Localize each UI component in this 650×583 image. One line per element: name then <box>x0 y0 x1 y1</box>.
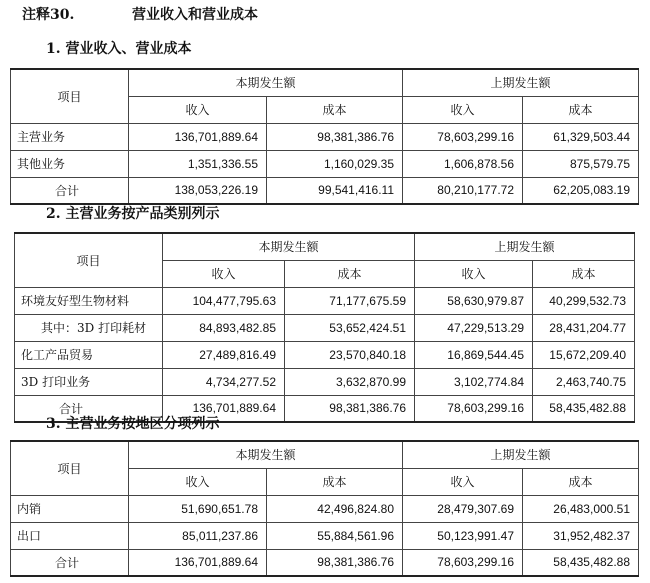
cell-value: 27,489,816.49 <box>163 341 285 368</box>
row-name: 环境友好型生物材料 <box>15 287 163 314</box>
row-name: 3D 打印业务 <box>15 368 163 395</box>
row-name: 合计 <box>15 395 163 422</box>
cell-value: 136,701,889.64 <box>129 549 267 576</box>
row-name: 其中：3D 打印耗材 <box>15 314 163 341</box>
cell-value: 4,734,277.52 <box>163 368 285 395</box>
revenue-cost-table <box>10 68 639 205</box>
cell-value: 78,603,299.16 <box>415 395 533 422</box>
header-item: 项目 <box>15 233 163 287</box>
header-revenue: 收入 <box>129 96 267 123</box>
header-revenue: 收入 <box>415 260 533 287</box>
cell-value: 1,351,336.55 <box>129 150 267 177</box>
header-previous-period: 上期发生额 <box>415 233 635 260</box>
header-revenue: 收入 <box>129 468 267 495</box>
header-revenue: 收入 <box>403 96 523 123</box>
cell-value: 55,884,561.96 <box>267 522 403 549</box>
region-table <box>10 440 639 577</box>
header-cost: 成本 <box>267 468 403 495</box>
total-row <box>11 177 639 204</box>
table-row <box>11 495 639 522</box>
cell-value: 80,210,177.72 <box>403 177 523 204</box>
cell-value: 53,652,424.51 <box>285 314 415 341</box>
cell-value: 23,570,840.18 <box>285 341 415 368</box>
cell-value: 3,102,774.84 <box>415 368 533 395</box>
cell-value: 2,463,740.75 <box>533 368 635 395</box>
row-name: 出口 <box>11 522 129 549</box>
cell-value: 99,541,416.11 <box>267 177 403 204</box>
section-heading-1: 1. 营业收入、营业成本 <box>46 41 192 57</box>
product-category-table <box>14 232 635 423</box>
cell-value: 71,177,675.59 <box>285 287 415 314</box>
table-row <box>15 368 635 395</box>
header-cost: 成本 <box>523 468 639 495</box>
cell-value: 78,603,299.16 <box>403 549 523 576</box>
cell-value: 3,632,870.99 <box>285 368 415 395</box>
cell-value: 875,579.75 <box>523 150 639 177</box>
cell-value: 98,381,386.76 <box>267 123 403 150</box>
table-header-row <box>15 233 635 260</box>
cell-value: 84,893,482.85 <box>163 314 285 341</box>
cell-value: 58,435,482.88 <box>533 395 635 422</box>
table-row <box>11 522 639 549</box>
cell-value: 42,496,824.80 <box>267 495 403 522</box>
cell-value: 104,477,795.63 <box>163 287 285 314</box>
section-heading-3: 3. 主营业务按地区分项列示 <box>46 416 220 432</box>
header-item: 项目 <box>11 441 129 495</box>
cell-value: 28,431,204.77 <box>533 314 635 341</box>
note-title: 营业收入和营业成本 <box>132 7 258 23</box>
cell-value: 58,435,482.88 <box>523 549 639 576</box>
cell-value: 28,479,307.69 <box>403 495 523 522</box>
cell-value: 1,160,029.35 <box>267 150 403 177</box>
row-name: 化工产品贸易 <box>15 341 163 368</box>
table-row <box>15 287 635 314</box>
row-name: 主营业务 <box>11 123 129 150</box>
note-heading <box>22 4 258 24</box>
header-cost: 成本 <box>533 260 635 287</box>
header-cost: 成本 <box>523 96 639 123</box>
table-header-row <box>11 441 639 468</box>
cell-value: 1,606,878.56 <box>403 150 523 177</box>
cell-value: 136,701,889.64 <box>129 123 267 150</box>
cell-value: 26,483,000.51 <box>523 495 639 522</box>
table-row <box>11 123 639 150</box>
row-name: 内销 <box>11 495 129 522</box>
note-label: 注释30. <box>22 7 75 23</box>
header-revenue: 收入 <box>403 468 523 495</box>
section-heading-2: 2. 主营业务按产品类别列示 <box>46 206 220 222</box>
header-current-period: 本期发生额 <box>129 441 403 468</box>
cell-value: 47,229,513.29 <box>415 314 533 341</box>
header-previous-period: 上期发生额 <box>403 69 639 96</box>
cell-value: 85,011,237.86 <box>129 522 267 549</box>
row-name: 其他业务 <box>11 150 129 177</box>
cell-value: 136,701,889.64 <box>163 395 285 422</box>
header-revenue: 收入 <box>163 260 285 287</box>
total-row <box>11 549 639 576</box>
cell-value: 40,299,532.73 <box>533 287 635 314</box>
table-row <box>11 150 639 177</box>
cell-value: 62,205,083.19 <box>523 177 639 204</box>
row-name: 合计 <box>11 549 129 576</box>
cell-value: 50,123,991.47 <box>403 522 523 549</box>
header-current-period: 本期发生额 <box>163 233 415 260</box>
cell-value: 138,053,226.19 <box>129 177 267 204</box>
header-previous-period: 上期发生额 <box>403 441 639 468</box>
cell-value: 58,630,979.87 <box>415 287 533 314</box>
table-header-row <box>11 69 639 96</box>
cell-value: 78,603,299.16 <box>403 123 523 150</box>
cell-value: 61,329,503.44 <box>523 123 639 150</box>
cell-value: 98,381,386.76 <box>267 549 403 576</box>
cell-value: 15,672,209.40 <box>533 341 635 368</box>
header-item: 项目 <box>11 69 129 123</box>
table-row <box>15 314 635 341</box>
cell-value: 16,869,544.45 <box>415 341 533 368</box>
cell-value: 51,690,651.78 <box>129 495 267 522</box>
table-row <box>15 341 635 368</box>
header-cost: 成本 <box>285 260 415 287</box>
cell-value: 98,381,386.76 <box>285 395 415 422</box>
cell-value: 31,952,482.37 <box>523 522 639 549</box>
header-current-period: 本期发生额 <box>129 69 403 96</box>
header-cost: 成本 <box>267 96 403 123</box>
row-name: 合计 <box>11 177 129 204</box>
